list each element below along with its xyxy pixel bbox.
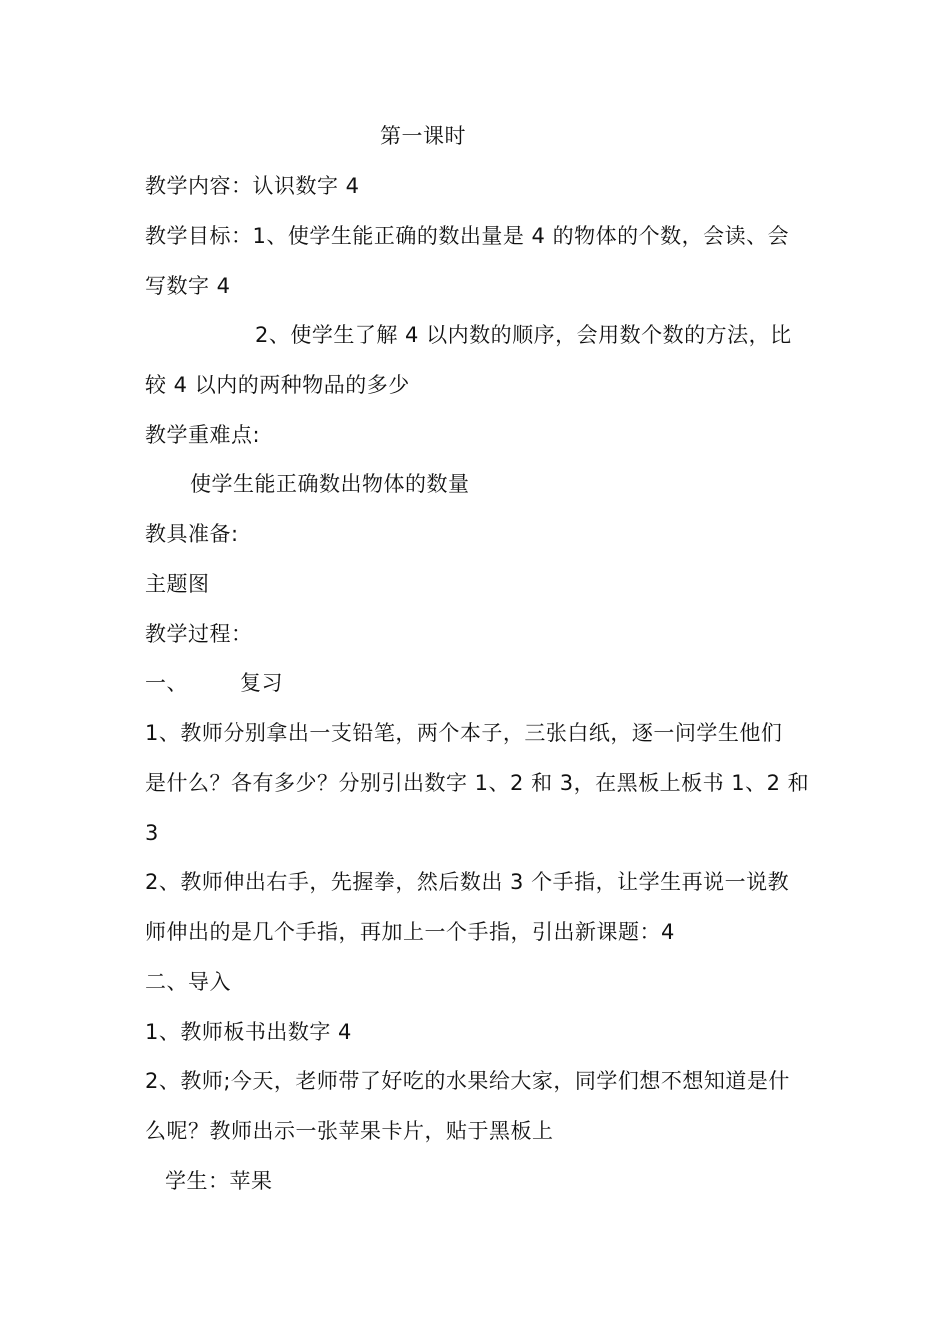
tools-text: 主题图 — [145, 572, 210, 596]
teaching-goal-1-continued: 写数字 4 — [145, 274, 231, 298]
key-points-label: 教学重难点: — [145, 423, 261, 447]
teaching-content: 教学内容：认识数字 4 — [145, 174, 360, 198]
section-intro-heading: 二、导入 — [145, 970, 231, 994]
section-review-heading — [145, 668, 815, 698]
review-item-1-line-2: 是什么？各有多少？分别引出数字 1、2 和 3，在黑板上板书 1、2 和 — [145, 771, 810, 795]
review-item-2-line-1: 2、教师伸出右手，先握拳，然后数出 3 个手指，让学生再说一说教 — [145, 870, 790, 894]
tools-label: 教具准备: — [145, 522, 239, 546]
review-item-2-line-2: 师伸出的是几个手指，再加上一个手指，引出新课题：4 — [145, 920, 675, 944]
teaching-goal-2-continued: 较 4 以内的两种物品的多少 — [145, 373, 410, 397]
key-points-text: 使学生能正确数出物体的数量 — [190, 472, 470, 496]
process-label: 教学过程： — [145, 622, 253, 646]
teaching-goal-2: 2、使学生了解 4 以内数的顺序，会用数个数的方法，比 — [255, 323, 792, 347]
intro-item-1: 1、教师板书出数字 4 — [145, 1020, 352, 1044]
review-item-1-line-1: 1、教师分别拿出一支铅笔，两个本子，三张白纸，逐一问学生他们 — [145, 721, 783, 745]
review-item-1-line-3: 3 — [145, 821, 159, 845]
section-review-title: 复习 — [240, 671, 283, 695]
teaching-goal-1: 教学目标：1、使学生能正确的数出量是 4 的物体的个数，会读、会 — [145, 224, 790, 248]
intro-item-2-line-1: 2、教师;今天，老师带了好吃的水果给大家，同学们想不想知道是什 — [145, 1069, 790, 1093]
lesson-title: 第一课时 — [380, 124, 466, 148]
student-response: 学生：苹果 — [165, 1169, 273, 1193]
intro-item-2-line-2: 么呢？教师出示一张苹果卡片，贴于黑板上 — [145, 1119, 554, 1143]
section-review-number: 一、 — [145, 671, 188, 695]
